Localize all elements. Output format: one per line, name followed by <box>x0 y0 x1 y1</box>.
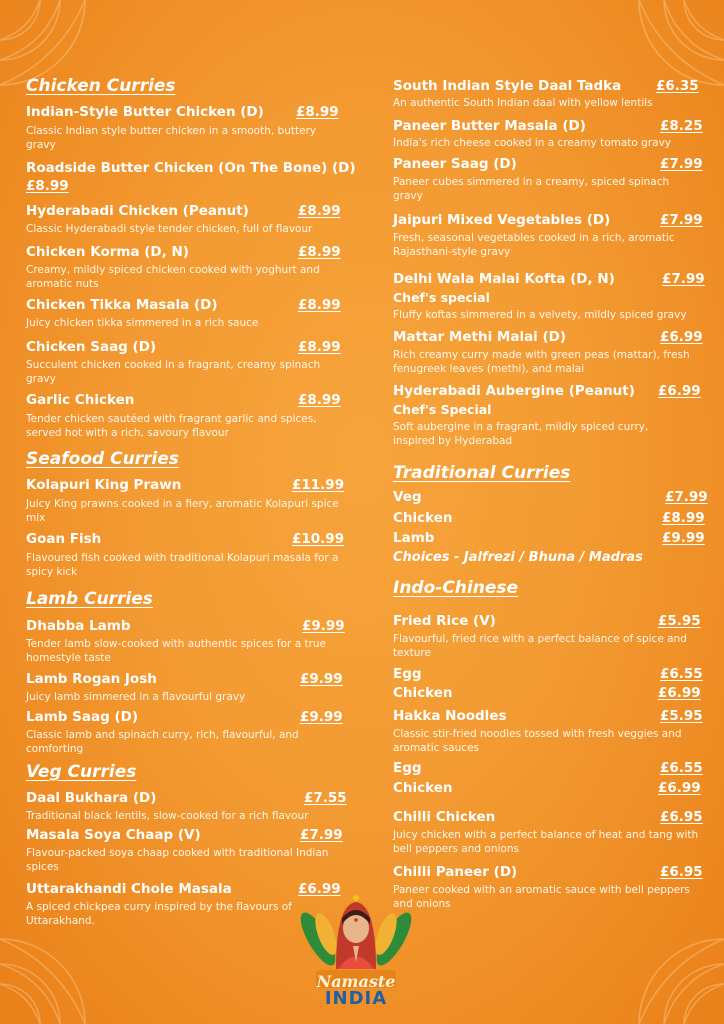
menu-item-name: Lamb <box>393 530 435 546</box>
menu-item-name: Roadside Butter Chicken (On The Bone) (D) <box>26 160 356 176</box>
menu-item-description: Soft aubergine in a fragrant, mildly spiced curry, inspired by Hyderabad <box>393 421 649 447</box>
menu-item-name: Lamb Saag (D) <box>26 709 138 725</box>
menu-item-price: £6.95 <box>660 809 703 825</box>
menu-item-option: Egg <box>393 666 422 682</box>
menu-item-description: Juicy lamb simmered in a flavourful gravy <box>26 691 246 703</box>
menu-item-name: Chicken <box>393 510 453 526</box>
corner-mandala-bottom-left <box>0 914 110 1024</box>
menu-item-price: £6.55 <box>660 760 703 776</box>
menu-item-name: Veg <box>393 489 422 505</box>
menu-item-description: Tender chicken sautéed with fragrant garlic and spices, served hot with a rich, savoury flavour <box>26 413 317 439</box>
menu-item-price: £6.99 <box>658 780 701 796</box>
menu-item-option: Chicken <box>393 685 453 701</box>
menu-item-price: £7.99 <box>660 156 703 172</box>
menu-item-name: Chicken Saag (D) <box>26 339 157 355</box>
menu-item-price: £6.99 <box>298 881 341 897</box>
section-title-chicken: Chicken Curries <box>26 76 176 96</box>
menu-item-name: Paneer Saag (D) <box>393 156 517 172</box>
menu-item-description: Fresh, seasonal vegetables cooked in a rich, aromatic Rajasthani-style gravy <box>393 232 675 258</box>
menu-item-name: Chilli Paneer (D) <box>393 864 518 880</box>
menu-item-price: £8.99 <box>298 203 341 219</box>
restaurant-logo <box>296 884 416 1014</box>
menu-item-description: Juicy King prawns cooked in a fiery, aromatic Kolapuri spice mix <box>26 498 339 524</box>
menu-item-description: Paneer cooked with an aromatic sauce with bell peppers and onions <box>393 884 690 910</box>
corner-mandala-bottom-right <box>614 914 724 1024</box>
menu-item-price: £8.99 <box>662 510 705 526</box>
menu-item-price: £7.99 <box>665 489 708 505</box>
menu-item-name: Lamb Rogan Josh <box>26 671 157 687</box>
menu-item-description: Fluffy koftas simmered in a velvety, mildly spiced gravy <box>393 309 687 321</box>
menu-item-description: An authentic South Indian daal with yellow lentils <box>393 97 653 109</box>
menu-item-description: Classic Hyderabadi style tender chicken, full of flavour <box>26 223 313 235</box>
menu-item-price: £8.99 <box>26 178 69 194</box>
menu-item-price: £8.25 <box>660 118 703 134</box>
menu-item-description: Rich creamy curry made with green peas (mattar), fresh fenugreek leaves (methi), and malai <box>393 349 690 375</box>
section-title-seafood: Seafood Curries <box>26 449 179 469</box>
woman-illustration-icon <box>336 895 376 969</box>
menu-item-price: £7.55 <box>304 790 347 806</box>
menu-item-name: Daal Bukhara (D) <box>26 790 157 806</box>
menu-item-name: Hyderabadi Aubergine (Peanut) <box>393 383 635 399</box>
section-title-lamb: Lamb Curries <box>26 589 153 609</box>
menu-item-price: £8.99 <box>298 392 341 408</box>
section-title-veg: Veg Curries <box>26 762 137 782</box>
menu-item-name: Chicken Korma (D, N) <box>26 244 189 260</box>
menu-item-description: Tender lamb slow-cooked with authentic spices for a true homestyle taste <box>26 638 327 664</box>
menu-item-description: Creamy, mildly spiced chicken cooked with yoghurt and aromatic nuts <box>26 264 320 290</box>
menu-item-name: Hyderabadi Chicken (Peanut) <box>26 203 249 219</box>
menu-item-name: Masala Soya Chaap (V) <box>26 827 201 843</box>
menu-item-price: £5.95 <box>660 708 703 724</box>
menu-item-name: South Indian Style Daal Tadka <box>393 78 622 94</box>
menu-item-price: £8.99 <box>298 339 341 355</box>
menu-item-price: £8.99 <box>298 244 341 260</box>
menu-item-name: Hakka Noodles <box>393 708 507 724</box>
menu-item-description: Flavoured fish cooked with traditional Kolapuri masala for a spicy kick <box>26 552 339 578</box>
menu-item-price: £9.99 <box>662 530 705 546</box>
menu-item-name: Chilli Chicken <box>393 809 496 825</box>
menu-item-price: £7.99 <box>660 212 703 228</box>
menu-item-name: Delhi Wala Malai Kofta (D, N) <box>393 271 615 287</box>
menu-item-name: Kolapuri King Prawn <box>26 477 182 493</box>
menu-item-price: £9.99 <box>300 709 343 725</box>
menu-item-description: Classic lamb and spinach curry, rich, flavourful, and comforting <box>26 729 299 755</box>
menu-item-price: £7.99 <box>662 271 705 287</box>
menu-item-price: £6.55 <box>660 666 703 682</box>
menu-item-option: Egg <box>393 760 422 776</box>
menu-item-name: Indian-Style Butter Chicken (D) <box>26 104 264 120</box>
logo-text-india: INDIA <box>324 988 388 1009</box>
menu-item-price: £6.35 <box>656 78 699 94</box>
menu-item-description: A spiced chickpea curry inspired by the flavours of Uttarakhand. <box>26 901 292 927</box>
menu-item-price: £9.99 <box>300 671 343 687</box>
menu-item-price: £7.99 <box>300 827 343 843</box>
curry-choices: Choices - Jalfrezi / Bhuna / Madras <box>393 550 643 565</box>
section-title-indo-chinese: Indo-Chinese <box>393 578 519 598</box>
menu-item-price: £6.95 <box>660 864 703 880</box>
menu-item-description: Flavourful, fried rice with a perfect balance of spice and texture <box>393 633 687 659</box>
logo-text-namaste: Namaste <box>316 972 396 991</box>
menu-item-name: Dhabba Lamb <box>26 618 131 634</box>
menu-item-description: India's rich cheese cooked in a creamy tomato gravy <box>393 137 672 149</box>
menu-item-price: £9.99 <box>302 618 345 634</box>
menu-item-name: Goan Fish <box>26 531 102 547</box>
menu-item-price: £8.99 <box>298 297 341 313</box>
menu-item-description: Paneer cubes simmered in a creamy, spiced spinach gravy <box>393 176 670 202</box>
menu-item-price: £11.99 <box>292 477 345 493</box>
chefs-special-label: Chef's Special <box>393 402 492 417</box>
menu-item-price: £5.95 <box>658 613 701 629</box>
menu-item-name: Fried Rice (V) <box>393 613 496 629</box>
menu-item-name: Paneer Butter Masala (D) <box>393 118 586 134</box>
menu-item-name: Uttarakhandi Chole Masala <box>26 881 232 897</box>
menu-item-description: Flavour-packed soya chaap cooked with traditional Indian spices <box>26 847 329 873</box>
menu-item-price: £6.99 <box>658 685 701 701</box>
menu-item-name: Mattar Methi Malai (D) <box>393 329 567 345</box>
menu-item-description: Juicy chicken with a perfect balance of heat and tang with bell peppers and onions <box>393 829 699 855</box>
menu-item-name: Garlic Chicken <box>26 392 135 408</box>
menu-item-price: £10.99 <box>292 531 345 547</box>
menu-item-price: £6.99 <box>660 329 703 345</box>
menu-item-description: Succulent chicken cooked in a fragrant, creamy spinach gravy <box>26 359 321 385</box>
menu-item-price: £8.99 <box>296 104 339 120</box>
menu-item-description: Classic Indian style butter chicken in a smooth, buttery gravy <box>26 125 317 151</box>
menu-item-option: Chicken <box>393 780 453 796</box>
menu-item-description: Classic stir-fried noodles tossed with fresh veggies and aromatic sauces <box>393 728 682 754</box>
menu-item-name: Jaipuri Mixed Vegetables (D) <box>393 212 611 228</box>
section-title-traditional: Traditional Curries <box>393 463 571 483</box>
menu-item-description: Juicy chicken tikka simmered in a rich sauce <box>26 317 259 329</box>
menu-item-name: Chicken Tikka Masala (D) <box>26 297 218 313</box>
menu-item-price: £6.99 <box>658 383 701 399</box>
chefs-special-label: Chef's special <box>393 290 490 305</box>
menu-item-description: Traditional black lentils, slow-cooked for a rich flavour <box>26 810 309 822</box>
